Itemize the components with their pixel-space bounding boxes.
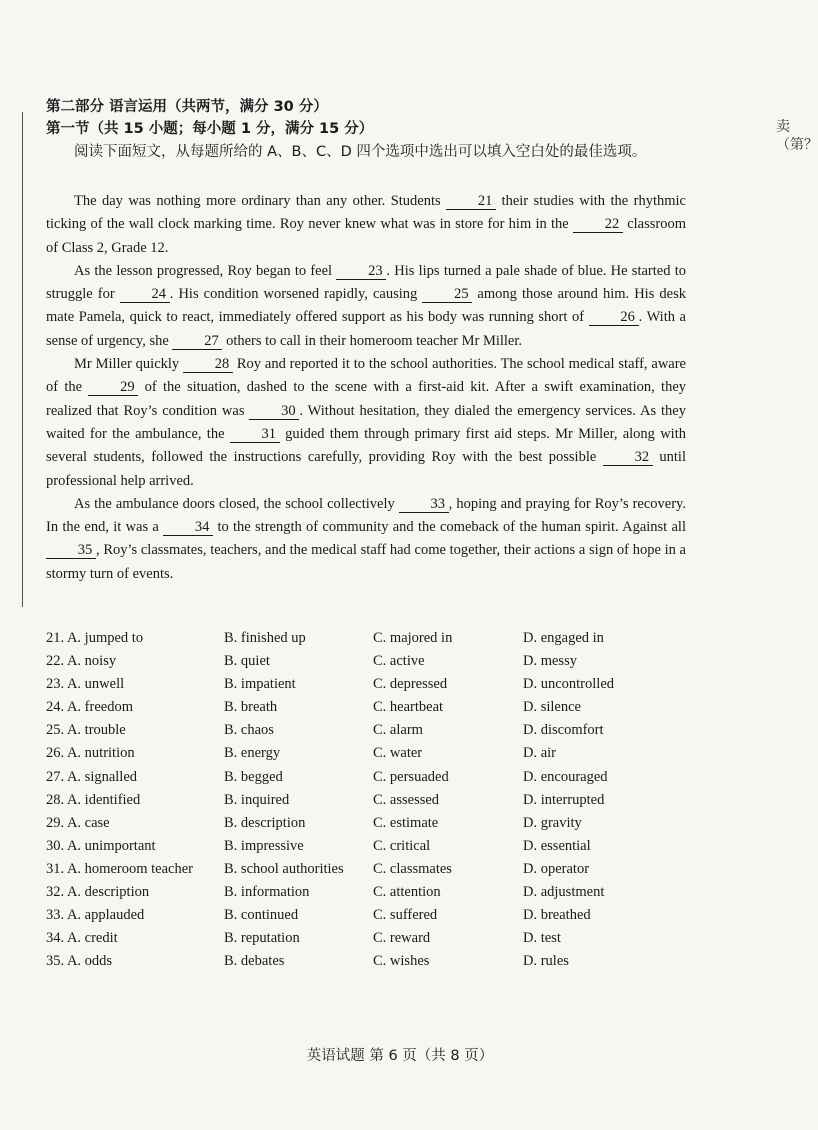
passage-text: . With a sense of urgency, she bbox=[46, 309, 686, 349]
option-c: C. depressed bbox=[373, 676, 448, 693]
option-d: D. engaged in bbox=[523, 630, 604, 646]
passage-paragraph bbox=[46, 493, 686, 586]
passage-text: . Without hesitation, they dialed the emergency services. As they waited for the ambulance, the bbox=[46, 402, 686, 442]
option-b: B. impressive bbox=[224, 837, 304, 854]
passage-text: As the lesson progressed, Roy began to feel bbox=[74, 262, 337, 279]
option-c: C. assessed bbox=[373, 791, 440, 808]
blank-27: 27 bbox=[172, 334, 222, 350]
passage-text: to the strength of community and the comeback of the human spirit. Against all bbox=[213, 519, 686, 536]
passage-paragraph bbox=[46, 260, 686, 353]
section-header bbox=[46, 96, 746, 164]
blank-30: 30 bbox=[249, 404, 299, 420]
option-a: 32. A. description bbox=[46, 884, 150, 901]
passage-text: guided them through primary first aid steps. Mr Miller, along with several students, followed the instructions carefully, providing Roy with the best possible bbox=[46, 425, 686, 466]
option-row bbox=[46, 676, 726, 699]
passage-text: until professional help arrived. bbox=[46, 449, 686, 489]
passage-text: . His lips turned a pale shade of blue. He started to struggle for bbox=[46, 262, 686, 303]
option-b: B. debates bbox=[224, 953, 285, 970]
option-row bbox=[46, 653, 726, 676]
option-row bbox=[46, 699, 726, 722]
passage-text: others to call in their homeroom teacher Mr Miller. bbox=[222, 332, 523, 349]
option-a: 35. A. odds bbox=[46, 953, 113, 970]
blank-26: 26 bbox=[589, 310, 639, 326]
option-a: 22. A. noisy bbox=[46, 653, 117, 670]
passage-text: Roy and reported it to the school authorities. The school medical staff, aware of the bbox=[46, 356, 686, 396]
option-b: B. information bbox=[224, 884, 310, 901]
option-c: C. suffered bbox=[373, 907, 438, 924]
option-c: C. attention bbox=[373, 884, 441, 901]
option-row bbox=[46, 884, 726, 907]
option-d: D. air bbox=[523, 745, 557, 762]
blank-21: 21 bbox=[446, 194, 496, 210]
option-row bbox=[46, 745, 726, 768]
option-c: C. alarm bbox=[373, 722, 423, 739]
option-c: C. persuaded bbox=[373, 768, 449, 785]
option-c: C. heartbeat bbox=[373, 699, 444, 716]
side-note: 卖（第？ bbox=[776, 119, 818, 153]
margin-line bbox=[22, 112, 23, 607]
option-a: 34. A. credit bbox=[46, 930, 118, 947]
passage-text: among those around him. His desk mate Pamela, quick to react, immediately offered support as his body was running short of bbox=[46, 286, 686, 326]
option-b: B. begged bbox=[224, 768, 283, 785]
passage-text: classroom of Class 2, Grade 12. bbox=[46, 216, 686, 256]
option-b: B. quiet bbox=[224, 653, 270, 670]
part-title: 第二部分 语言运用（共两节，满分 30 分） bbox=[46, 99, 328, 115]
option-a: 31. A. homeroom teacher bbox=[46, 860, 193, 877]
passage-text: their studies with the rhythmic ticking of the wall clock marking time. Roy never knew what was in store for him in the bbox=[46, 193, 686, 233]
option-c: C. critical bbox=[373, 837, 431, 854]
option-c: C. majored in bbox=[373, 630, 453, 646]
option-a: 28. A. identified bbox=[46, 791, 141, 808]
blank-35: 35 bbox=[46, 543, 96, 559]
options-table bbox=[46, 630, 726, 976]
option-d: D. essential bbox=[523, 837, 591, 854]
option-d: D. discomfort bbox=[523, 722, 604, 739]
option-d: D. breathed bbox=[523, 907, 591, 924]
passage-text: . His condition worsened rapidly, causing bbox=[169, 286, 423, 303]
option-b: B. energy bbox=[224, 745, 281, 762]
option-row bbox=[46, 907, 726, 930]
instruction: 阅读下面短文，从每题所给的 A、B、C、D 四个选项中选出可以填入空白处的最佳选项。 bbox=[74, 144, 647, 160]
option-a: 24. A. freedom bbox=[46, 699, 133, 716]
option-a: 33. A. applauded bbox=[46, 907, 145, 924]
option-b: B. reputation bbox=[224, 930, 300, 947]
blank-23: 23 bbox=[336, 264, 386, 280]
passage-text: , hoping and praying for Roy’s recovery. In the end, it was a bbox=[46, 495, 686, 536]
option-row bbox=[46, 838, 726, 861]
option-row bbox=[46, 792, 726, 815]
option-a: 27. A. signalled bbox=[46, 768, 138, 785]
option-c: C. estimate bbox=[373, 814, 439, 831]
option-row bbox=[46, 930, 726, 953]
page-footer: 英语试题 第 6 页（共 8 页） bbox=[306, 1048, 494, 1064]
passage-text: The day was nothing more ordinary than any other. Students bbox=[74, 193, 447, 209]
option-a: 23. A. unwell bbox=[46, 676, 125, 693]
option-d: D. rules bbox=[523, 953, 569, 970]
option-c: C. classmates bbox=[373, 860, 452, 877]
passage-text: of the situation, dashed to the scene with a first-aid kit. After a swift examination, they realized that Roy’s condition was bbox=[46, 379, 687, 419]
option-b: B. description bbox=[224, 814, 306, 831]
option-row bbox=[46, 953, 726, 976]
option-a: 29. A. case bbox=[46, 814, 110, 831]
option-c: C. water bbox=[373, 745, 423, 762]
passage-paragraph bbox=[46, 190, 686, 260]
blank-28: 28 bbox=[183, 357, 233, 373]
option-d: D. encouraged bbox=[523, 768, 608, 785]
option-a: 25. A. trouble bbox=[46, 722, 126, 739]
option-d: D. silence bbox=[523, 699, 581, 716]
cloze-passage bbox=[46, 190, 686, 586]
option-d: D. uncontrolled bbox=[523, 676, 615, 693]
option-b: B. breath bbox=[224, 699, 278, 716]
blank-31: 31 bbox=[230, 427, 280, 443]
option-d: D. messy bbox=[523, 653, 577, 670]
blank-34: 34 bbox=[163, 520, 213, 536]
option-row bbox=[46, 630, 726, 653]
passage-text: As the ambulance doors closed, the school collectively bbox=[74, 495, 399, 512]
section-title: 第一节（共 15 小题；每小题 1 分，满分 15 分） bbox=[46, 121, 374, 137]
option-b: B. finished up bbox=[224, 630, 306, 646]
option-c: C. active bbox=[373, 653, 425, 670]
option-a: 30. A. unimportant bbox=[46, 837, 156, 854]
option-b: B. school authorities bbox=[224, 860, 344, 877]
option-a: 26. A. nutrition bbox=[46, 745, 135, 762]
option-c: C. wishes bbox=[373, 953, 430, 970]
option-c: C. reward bbox=[373, 930, 431, 947]
option-d: D. adjustment bbox=[523, 884, 605, 901]
option-d: D. gravity bbox=[523, 814, 582, 831]
passage-text: , Roy’s classmates, teachers, and the medical staff had come together, their actions a sign of hope in a stormy turn of events. bbox=[46, 542, 686, 582]
option-d: D. test bbox=[523, 930, 561, 947]
option-b: B. chaos bbox=[224, 722, 274, 739]
blank-22: 22 bbox=[573, 217, 623, 233]
option-d: D. interrupted bbox=[523, 791, 605, 808]
blank-33: 33 bbox=[399, 497, 449, 513]
blank-29: 29 bbox=[88, 380, 138, 396]
option-row bbox=[46, 861, 726, 884]
option-row bbox=[46, 769, 726, 792]
blank-32: 32 bbox=[603, 450, 653, 466]
option-b: B. impatient bbox=[224, 676, 296, 693]
passage-text: Mr Miller quickly bbox=[74, 356, 184, 373]
option-row bbox=[46, 815, 726, 838]
blank-25: 25 bbox=[422, 287, 472, 303]
passage-paragraph bbox=[46, 353, 686, 493]
option-d: D. operator bbox=[523, 860, 590, 877]
option-row bbox=[46, 722, 726, 745]
option-b: B. continued bbox=[224, 907, 299, 924]
option-a: 21. A. jumped to bbox=[46, 630, 144, 646]
blank-24: 24 bbox=[120, 287, 170, 303]
option-b: B. inquired bbox=[224, 791, 290, 808]
